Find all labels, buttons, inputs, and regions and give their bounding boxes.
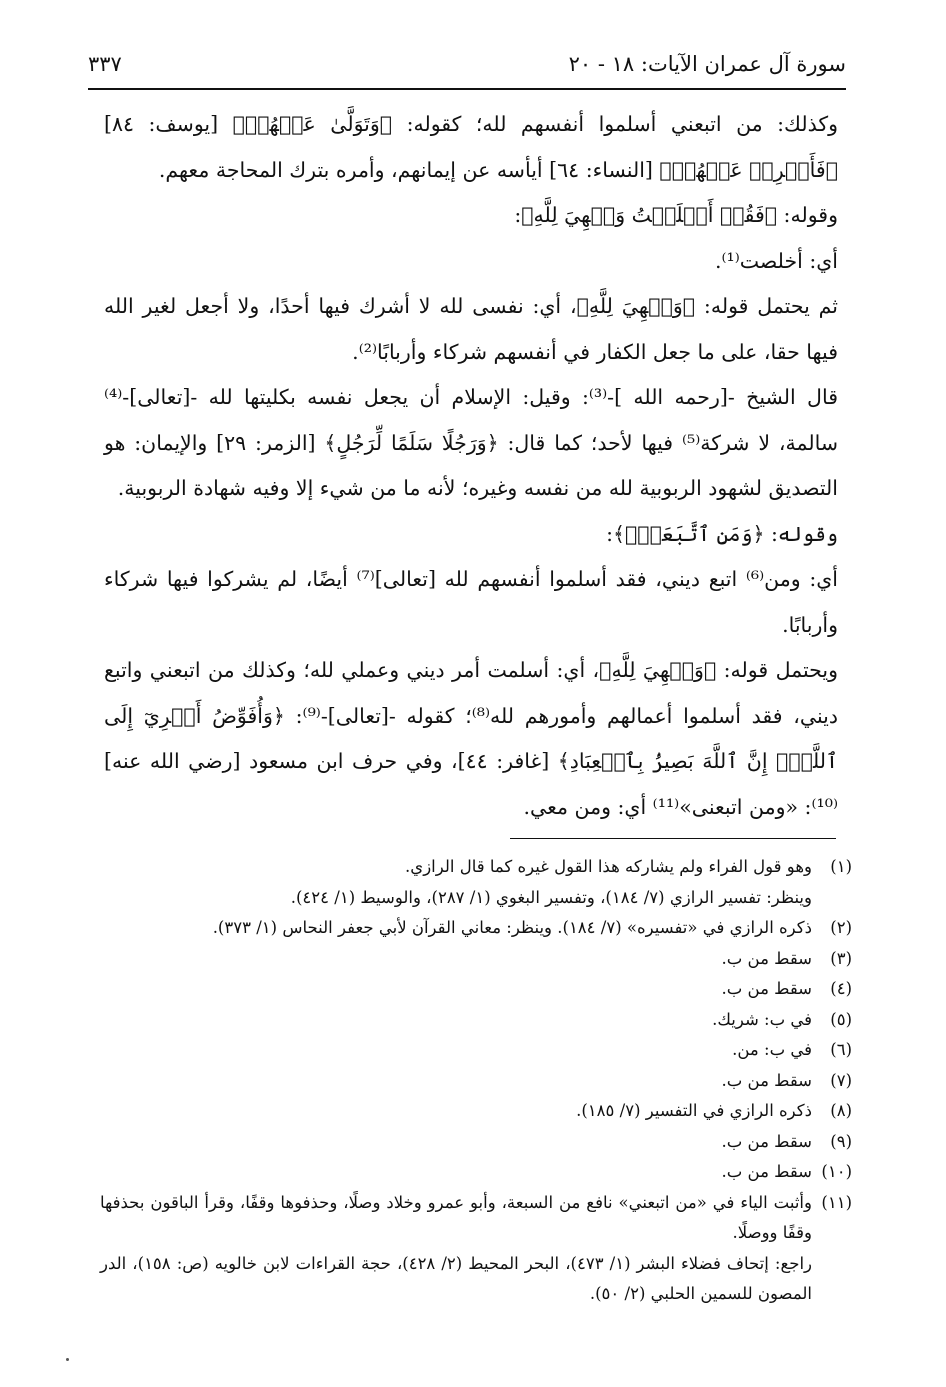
- footnote-number: (٤): [830, 979, 852, 998]
- footnote-number: (٣): [830, 948, 852, 968]
- footnote-text: في ب: من.: [732, 1040, 812, 1059]
- paragraph: أي: أخلصت⁽¹⁾.: [714, 248, 838, 273]
- paragraph: ثم يحتمل قوله: ﴿وَجۡهِيَ لِلَّهِ﴾، أي: نفسى لله لا أشرك فيها أحدًا، ولا أجعل لغير الله فيها حقا، على ما جعل الكفار في أنفسهم شركاء وأربابًا⁽²⁾.: [104, 294, 838, 364]
- footnote-number: (٨): [830, 1101, 852, 1120]
- header-rule: [88, 88, 846, 90]
- footnote: [100, 852, 852, 883]
- paragraph: وقوله: ﴿وَمَنِ ٱتَّبَعَنِۗ﴾:: [606, 521, 838, 546]
- footnote: [100, 974, 852, 1005]
- footnote: [100, 1096, 852, 1127]
- footnote: [100, 1035, 852, 1066]
- footnote-text: سقط من ب.: [721, 979, 812, 998]
- chapter-title: سورة آل عمران الآيات: ١٨ - ٢٠: [568, 52, 846, 76]
- footnote-text: ذكره الرازي في التفسير (٧/ ١٨٥).: [576, 1101, 812, 1120]
- footnote-text: سقط من ب.: [721, 1162, 812, 1181]
- footnote-number: (٢): [830, 918, 852, 937]
- footnote: [100, 1005, 852, 1036]
- footnote: [100, 944, 852, 975]
- footnotes: [100, 852, 852, 1310]
- footnote-number: (٥): [830, 1009, 852, 1029]
- paragraph: قال الشيخ -[رحمه الله ]-⁽³⁾: وقيل: الإسلام أن يجعل نفسه بكليتها لله -[تعالى]-⁽⁴⁾ سالمة، لا شركة⁽⁵⁾ فيها لأحد؛ كما قال: ﴿وَرَجُلًا سَلَمًا لِّرَجُلٍ﴾ [الزمر: ٢٩] والإيمان: هو التصديق لشهود الربوبية لله من نفسه وغيره؛ لأنه ما من شيء إلا وفيه شهادة الربوبية.: [104, 385, 839, 500]
- footnote-text: سقط من ب.: [721, 1131, 812, 1151]
- running-header: [88, 52, 846, 76]
- footnote-number: (٧): [830, 1070, 852, 1090]
- footnote-text: ذكره الرازي في «تفسيره» (٧/ ١٨٤). وينظر: معاني القرآن لأبي جعفر النحاس (١/ ٣٧٣).: [212, 918, 812, 937]
- footnote-number: (١١): [821, 1192, 852, 1212]
- footnote-text: وهو قول الفراء ولم يشاركه هذا القول غيره كما قال الرازي.: [405, 857, 812, 876]
- scan-speck: [66, 1358, 69, 1361]
- footnote-text: سقط من ب.: [721, 1070, 812, 1090]
- paragraph: أي: ومن⁽⁶⁾ اتبع ديني، فقد أسلموا أنفسهم لله [تعالى]⁽⁷⁾ أيضًا، لم يشركوا فيها شركاء وأربابًا.: [104, 567, 838, 637]
- footnote-number: (٦): [830, 1040, 852, 1059]
- footnote-number: (١): [830, 857, 852, 876]
- footnote-text: في ب: شريك.: [712, 1009, 812, 1029]
- footnote-text: وأثبت الياء في «من اتبعني» نافع من السبعة، وأبو عمرو وخلاد وصلًا، وحذفوها وقفًا، وقرأ الباقون بحذفها وقفًا ووصلًا.: [100, 1192, 812, 1242]
- footnote: [100, 913, 852, 944]
- footnote: [100, 1127, 852, 1158]
- main-text: [104, 102, 838, 830]
- paragraph: وكذلك: من اتبعني أسلموا أنفسهم لله؛ كقوله: ﴿وَتَوَلَّىٰ عَنۡهُمۡ﴾ [يوسف: ٨٤] ﴿فَأَعۡرِضۡ عَنۡهُمۡ﴾ [النساء: ٦٤] أيأسه عن إيمانهم، وأمره بترك المحاجة معهم.: [104, 112, 838, 182]
- paragraph: وقوله: ﴿فَقُلۡ أَسۡلَمۡتُ وَجۡهِيَ لِلَّهِ﴾:: [514, 203, 838, 227]
- footnote-reference: وينظر: تفسير الرازي (٧/ ١٨٤)، وتفسير البغوي (١/ ٢٨٧)، والوسيط (١/ ٤٢٤).: [290, 887, 812, 907]
- footnote-reference: راجع: إتحاف فضلاء البشر (١/ ٤٧٣)، البحر المحيط (٢/ ٤٢٨)، حجة القراءات لابن خالويه (ص: ١٥٨)، الدر المصون للسمين الحلبي (٢/ ٥٠).: [100, 1253, 812, 1303]
- footnote-separator: [510, 838, 836, 839]
- footnote-number: (١٠): [821, 1162, 852, 1181]
- footnote-text: سقط من ب.: [721, 948, 812, 968]
- paragraph: ويحتمل قوله: ﴿وَجۡهِيَ لِلَّهِ﴾، أي: أسلمت أمر ديني وعملي لله؛ وكذلك من اتبعني واتبع ديني، فقد أسلموا أعمالهم وأمورهم لله⁽⁸⁾؛ كقوله -[تعالى]-⁽⁹⁾: ﴿وَأُفَوِّضُ أَمۡرِيٓ إِلَى ٱللَّهِۚ إِنَّ ٱللَّهَ بَصِيرُۢ بِٱلۡعِبَادِ﴾ [غافر: ٤٤]، وفي حرف ابن مسعود [رضي الله عنه]⁽¹⁰⁾: «ومن اتبعنى»⁽¹¹⁾ أي: ومن معي.: [104, 658, 838, 819]
- footnote: [100, 1157, 852, 1188]
- page-number: ٣٣٧: [88, 52, 122, 76]
- footnote: [100, 1188, 852, 1249]
- footnote-number: (٩): [830, 1131, 852, 1151]
- footnote: [100, 1066, 852, 1097]
